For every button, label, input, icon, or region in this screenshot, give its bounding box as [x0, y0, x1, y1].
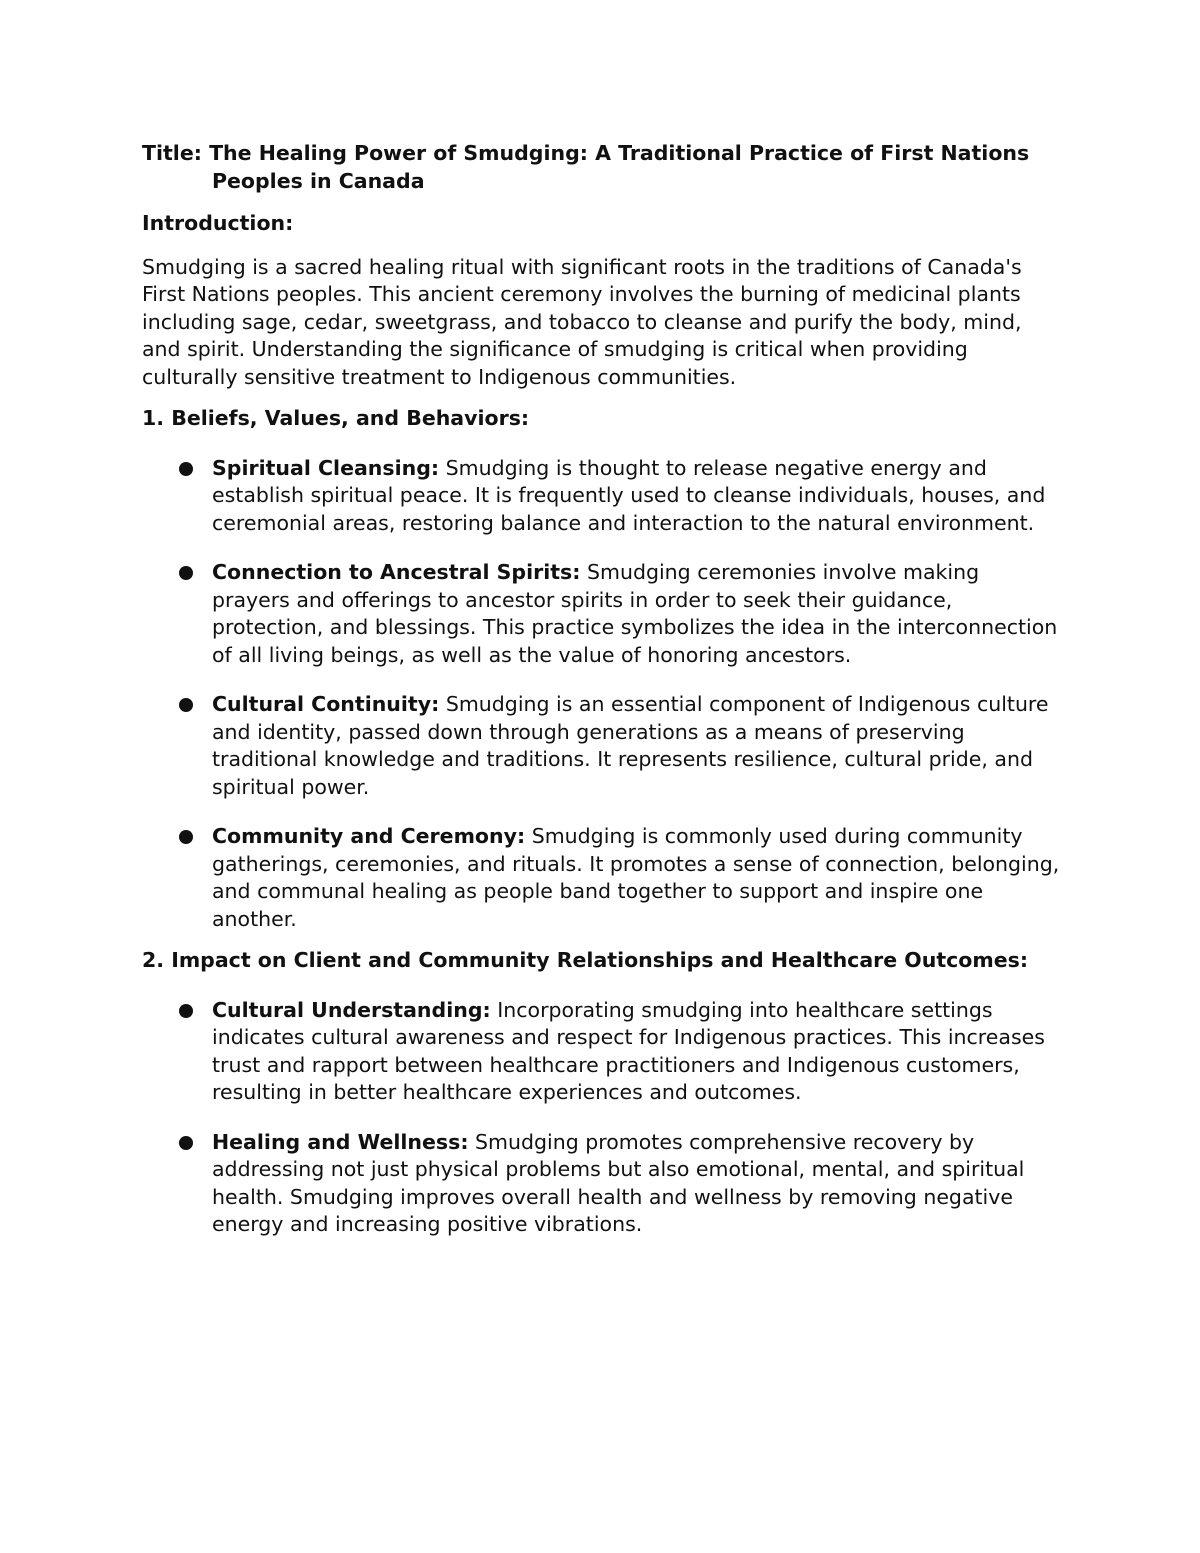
bullet-text: Smudging promotes comprehensive recovery by addressing not just physical problems but also emotional, mental, and spiritual health. Smudging improves overall health and wellness by removing negative energy and increasing positive vibrations.: [212, 1129, 1025, 1236]
bullet-icon: [179, 1136, 193, 1150]
bullet-list: [142, 997, 1062, 1239]
bullet-icon: [179, 462, 193, 476]
section-heading: 2. Impact on Client and Community Relationships and Healthcare Outcomes:: [142, 948, 1029, 972]
document-page: [142, 140, 1062, 1253]
list-item: [142, 997, 1062, 1107]
bullet-icon: [179, 566, 193, 580]
bullet-text: Smudging is thought to release negative energy and establish spiritual peace. It is frequently used to cleanse individuals, houses, and ceremonial areas, restoring balance and interaction to the natural environment.: [212, 455, 1046, 535]
bullet-term: Healing and Wellness:: [212, 1129, 469, 1154]
list-item: [142, 1129, 1062, 1239]
list-item: [142, 559, 1062, 669]
list-item: [142, 455, 1062, 538]
bullet-term: Spiritual Cleansing:: [212, 455, 440, 480]
bullet-icon: [179, 1004, 193, 1018]
bullet-text: Incorporating smudging into healthcare settings indicates cultural awareness and respect for Indigenous practices. This increases trust and rapport between healthcare practitioners and Indigenous customers, resulting in better healthcare experiences and outcomes.: [212, 997, 1045, 1104]
section-impact: [142, 947, 1062, 1239]
bullet-term: Connection to Ancestral Spirits:: [212, 560, 581, 584]
list-item: [142, 691, 1062, 801]
introduction-paragraph: Smudging is a sacred healing ritual with significant roots in the traditions of Canada's First Nations peoples. This ancient ceremony involves the burning of medicinal plants including sage, cedar, sweetgrass, and tobacco to cleanse and purify the body, mind, and spirit. Understanding the significance of smudging is critical when providing culturally sensitive treatment to Indigenous communities.: [142, 254, 1022, 389]
section-heading: 1. Beliefs, Values, and Behaviors:: [142, 406, 530, 430]
bullet-term: Community and Ceremony:: [212, 824, 526, 848]
list-item: [142, 823, 1062, 933]
bullet-text: Smudging is an essential component of Indigenous culture and identity, passed down through generations as a means of preserving traditional knowledge and traditions. It represents resilience, cultural pride, and spiritual power.: [212, 692, 1049, 799]
bullet-icon: [179, 830, 193, 844]
bullet-icon: [179, 698, 193, 712]
bullet-term: Cultural Continuity:: [212, 692, 440, 716]
bullet-text: Smudging is commonly used during community gatherings, ceremonies, and rituals. It promotes a sense of connection, belonging, and communal healing as people band together to support and inspire one another.: [212, 824, 1060, 931]
bullet-text: Smudging ceremonies involve making prayers and offerings to ancestor spirits in order to seek their guidance, protection, and blessings. This practice symbolizes the idea in the interconnection of all living beings, as well as the value of honoring ancestors.: [212, 560, 1058, 667]
bullet-term: Cultural Understanding:: [212, 997, 491, 1022]
document-title: Title: The Healing Power of Smudging: A Traditional Practice of First Nations Peoples in Canada: [142, 141, 1030, 193]
bullet-list: [142, 455, 1062, 934]
section-beliefs: [142, 405, 1062, 933]
introduction-heading: Introduction:: [142, 211, 294, 235]
